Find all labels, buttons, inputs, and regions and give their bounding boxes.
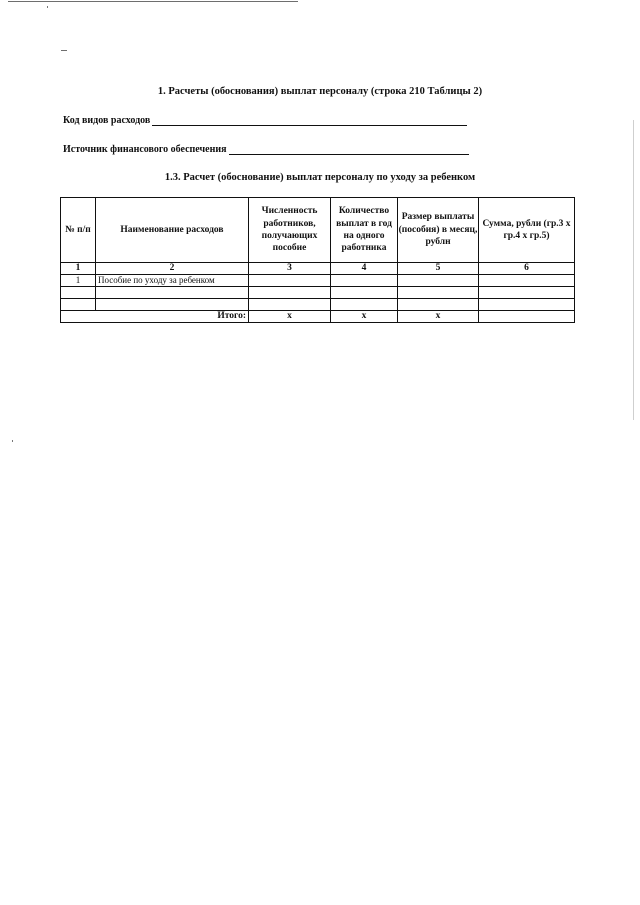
scan-mark [61, 50, 67, 51]
row-number-cell [61, 287, 96, 299]
row-number-cell: 1 [61, 275, 96, 287]
header-row-number: № п/п [61, 198, 96, 263]
column-number: 4 [331, 263, 398, 275]
employee-count-cell[interactable] [249, 275, 331, 287]
total-sum-cell[interactable] [479, 275, 575, 287]
expense-code-input[interactable] [152, 115, 467, 126]
expense-name-cell[interactable] [96, 299, 249, 311]
expense-code-label: Код видов расходов [63, 115, 151, 126]
header-payments-per-year: Количество выплат в год на одного работника [331, 198, 398, 263]
column-number: 6 [479, 263, 575, 275]
monthly-amount-cell[interactable] [398, 287, 479, 299]
column-number-row [61, 263, 575, 275]
funding-source-input[interactable] [229, 144, 469, 155]
payments-per-year-cell[interactable] [331, 275, 398, 287]
header-expense-name: Наименование расходов [96, 198, 249, 263]
total-label: Итого: [61, 311, 249, 323]
expense-code-field [63, 115, 467, 126]
table-header-row [61, 198, 575, 263]
document-title: 1. Расчеты (обоснования) выплат персоналу (строка 210 Таблицы 2) [157, 86, 483, 97]
funding-source-label: Источник финансового обеспечения [63, 144, 227, 155]
section-title: 1.3. Расчет (обоснование) выплат персоналу по уходу за ребенком [164, 172, 476, 183]
table-row [61, 275, 575, 287]
total-row [61, 311, 575, 323]
funding-source-field [63, 144, 469, 155]
employee-count-cell[interactable] [249, 299, 331, 311]
monthly-amount-cell[interactable] [398, 275, 479, 287]
table-row [61, 299, 575, 311]
total-monthly-amount-x: х [398, 311, 479, 323]
column-number: 5 [398, 263, 479, 275]
total-sum-cell[interactable] [479, 299, 575, 311]
row-number-cell [61, 299, 96, 311]
header-monthly-amount: Размер выплаты (пособия) в месяц, рублн [398, 198, 479, 263]
total-sum-cell[interactable] [479, 287, 575, 299]
header-total-sum: Сумма, рубли (гр.3 х гр.4 х гр.5) [479, 198, 575, 263]
header-employee-count: Численность работников, получающих пособие [249, 198, 331, 263]
column-number: 3 [249, 263, 331, 275]
scan-edge-line [8, 1, 298, 2]
payments-per-year-cell[interactable] [331, 299, 398, 311]
table-row [61, 287, 575, 299]
scan-edge-right [633, 120, 634, 420]
monthly-amount-cell[interactable] [398, 299, 479, 311]
expense-name-cell: Пособие по уходу за ребенком [96, 275, 249, 287]
total-sum-value[interactable] [479, 311, 575, 323]
scan-dot [12, 440, 13, 442]
payments-table [60, 197, 575, 323]
column-number: 2 [96, 263, 249, 275]
payments-per-year-cell[interactable] [331, 287, 398, 299]
column-number: 1 [61, 263, 96, 275]
total-payments-per-year-x: х [331, 311, 398, 323]
total-employee-count-x: х [249, 311, 331, 323]
scan-dot [47, 6, 48, 8]
expense-name-cell[interactable] [96, 287, 249, 299]
employee-count-cell[interactable] [249, 287, 331, 299]
